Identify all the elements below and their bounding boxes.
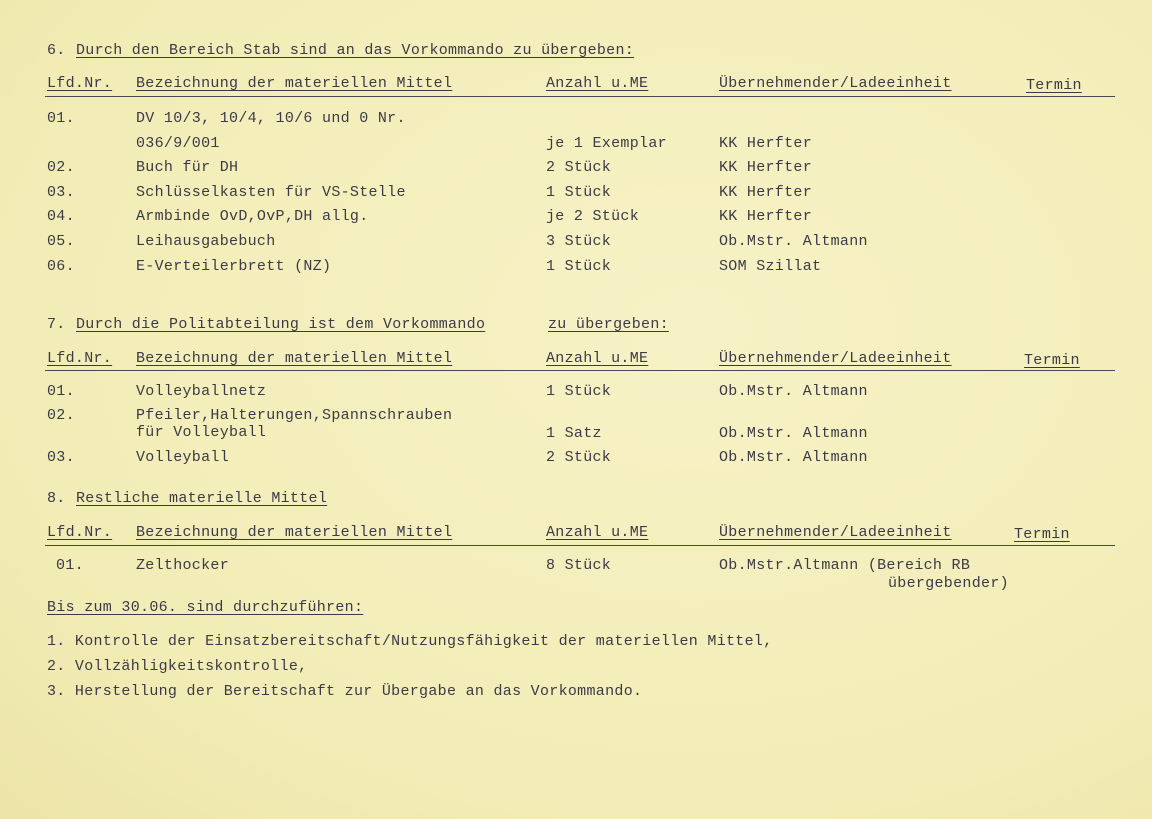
row-qty: 1 Stück — [546, 184, 612, 201]
row-nr: 03. — [47, 449, 75, 466]
row-recv: KK Herfter — [719, 184, 813, 201]
col-header-recv: Übernehmender/Ladeeinheit — [719, 75, 952, 92]
section-7-heading: Durch die Politabteilung ist dem Vorkommando — [76, 316, 486, 333]
section-6-heading: Durch den Bereich Stab sind an das Vorkommando zu übergeben: — [76, 42, 635, 59]
row-desc: DV 10/3, 10/4, 10/6 und 0 Nr. — [136, 110, 406, 127]
row-desc: Volleyballnetz — [136, 383, 267, 400]
row-qty: je 1 Exemplar — [546, 135, 667, 152]
row-qty: 1 Satz — [546, 425, 602, 442]
row-qty: 8 Stück — [546, 557, 612, 574]
closing-item: 3. Herstellung der Bereitschaft zur Übergabe an das Vorkommando. — [47, 683, 643, 700]
row-desc: Buch für DH — [136, 159, 239, 176]
row-recv: Ob.Mstr.Altmann (Bereich RB — [719, 557, 971, 574]
row-qty: 1 Stück — [546, 383, 612, 400]
col-header-termin: Termin — [1014, 526, 1070, 543]
row-qty: 1 Stück — [546, 258, 612, 275]
col-header-nr: Lfd.Nr. — [47, 524, 113, 541]
row-recv: Ob.Mstr. Altmann — [719, 383, 868, 400]
row-qty: je 2 Stück — [546, 208, 640, 225]
col-header-qty: Anzahl u.ME — [546, 350, 649, 367]
row-recv: Ob.Mstr. Altmann — [719, 425, 868, 442]
row-qty: 3 Stück — [546, 233, 612, 250]
closing-heading: Bis zum 30.06. sind durchzuführen: — [47, 599, 364, 616]
row-nr: 01. — [47, 110, 75, 127]
header-rule — [45, 370, 1115, 371]
row-recv: SOM Szillat — [719, 258, 822, 275]
col-header-termin: Termin — [1026, 77, 1082, 94]
row-nr: 01. — [47, 383, 75, 400]
col-header-termin: Termin — [1024, 352, 1080, 369]
row-recv: Ob.Mstr. Altmann — [719, 233, 868, 250]
row-nr: 02. — [47, 407, 75, 424]
closing-item: 1. Kontrolle der Einsatzbereitschaft/Nutzungsfähigkeit der materiellen Mittel, — [47, 633, 773, 650]
col-header-qty: Anzahl u.ME — [546, 75, 649, 92]
header-rule — [45, 96, 1115, 97]
row-recv: Ob.Mstr. Altmann — [719, 449, 868, 466]
row-nr: 02. — [47, 159, 75, 176]
row-desc: Zelthocker — [136, 557, 230, 574]
col-header-recv: Übernehmender/Ladeeinheit — [719, 350, 952, 367]
row-desc-cont: für Volleyball — [136, 424, 267, 441]
col-header-qty: Anzahl u.ME — [546, 524, 649, 541]
col-header-desc: Bezeichnung der materiellen Mittel — [136, 75, 453, 92]
row-nr: 04. — [47, 208, 75, 225]
closing-item: 2. Vollzähligkeitskontrolle, — [47, 658, 308, 675]
row-desc: E-Verteilerbrett (NZ) — [136, 258, 332, 275]
row-nr: 03. — [47, 184, 75, 201]
row-desc: Schlüsselkasten für VS-Stelle — [136, 184, 406, 201]
section-7-number: 7. — [47, 316, 66, 333]
row-nr: 01. — [56, 557, 84, 574]
section-8-heading: Restliche materielle Mittel — [76, 490, 328, 507]
row-desc: Armbinde OvD,OvP,DH allg. — [136, 208, 369, 225]
section-7-heading-tail: zu übergeben: — [548, 316, 669, 333]
header-rule — [45, 545, 1115, 546]
row-desc: Leihausgabebuch — [136, 233, 276, 250]
row-desc: Volleyball — [136, 449, 230, 466]
row-recv-cont: übergebender) — [888, 575, 1009, 592]
row-recv: KK Herfter — [719, 159, 813, 176]
row-recv: KK Herfter — [719, 208, 813, 225]
col-header-nr: Lfd.Nr. — [47, 350, 113, 367]
row-qty: 2 Stück — [546, 449, 612, 466]
col-header-desc: Bezeichnung der materiellen Mittel — [136, 350, 453, 367]
row-nr: 06. — [47, 258, 75, 275]
section-8-number: 8. — [47, 490, 66, 507]
col-header-recv: Übernehmender/Ladeeinheit — [719, 524, 952, 541]
row-recv: KK Herfter — [719, 135, 813, 152]
row-desc: Pfeiler,Halterungen,Spannschrauben — [136, 407, 453, 424]
row-desc-cont: 036/9/001 — [136, 135, 220, 152]
section-6-number: 6. — [47, 42, 66, 59]
col-header-desc: Bezeichnung der materiellen Mittel — [136, 524, 453, 541]
row-nr: 05. — [47, 233, 75, 250]
row-qty: 2 Stück — [546, 159, 612, 176]
col-header-nr: Lfd.Nr. — [47, 75, 113, 92]
